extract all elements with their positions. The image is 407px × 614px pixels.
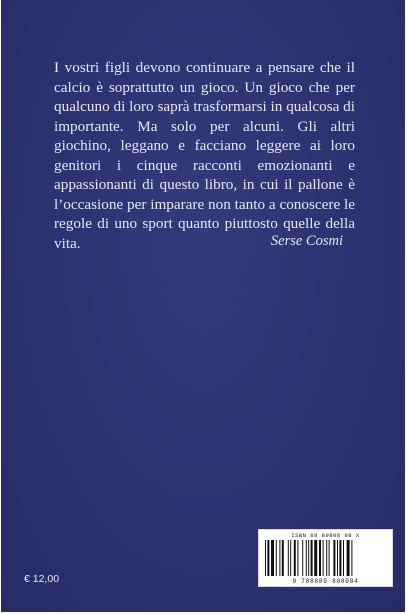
barcode xyxy=(258,529,393,587)
isbn-label: ISBN 88 89808 08 X xyxy=(291,532,360,539)
book-back-cover xyxy=(1,0,405,612)
blurb-text: I vostri figli devono continuare a pensare che il calcio è soprattutto un gioco. Un gioco che per qualcuno di loro saprà trasformarsi in qualcosa di importante. Ma solo per alcuni. Gli altri giochino, leggano e facciano leggere ai loro genitori i cinque racconti emozionanti e appassionanti di questo libro, in cui il pallone è l’occasione per imparare non tanto a conoscere le regole di uno sport quanto piuttosto quelle della vita. xyxy=(54,59,355,252)
barcode-digits: 9 788889 808084 xyxy=(292,578,359,585)
barcode-bars xyxy=(265,540,386,576)
author-signature: Serse Cosmi xyxy=(270,233,343,249)
price-label: € 12,00 xyxy=(24,573,60,585)
